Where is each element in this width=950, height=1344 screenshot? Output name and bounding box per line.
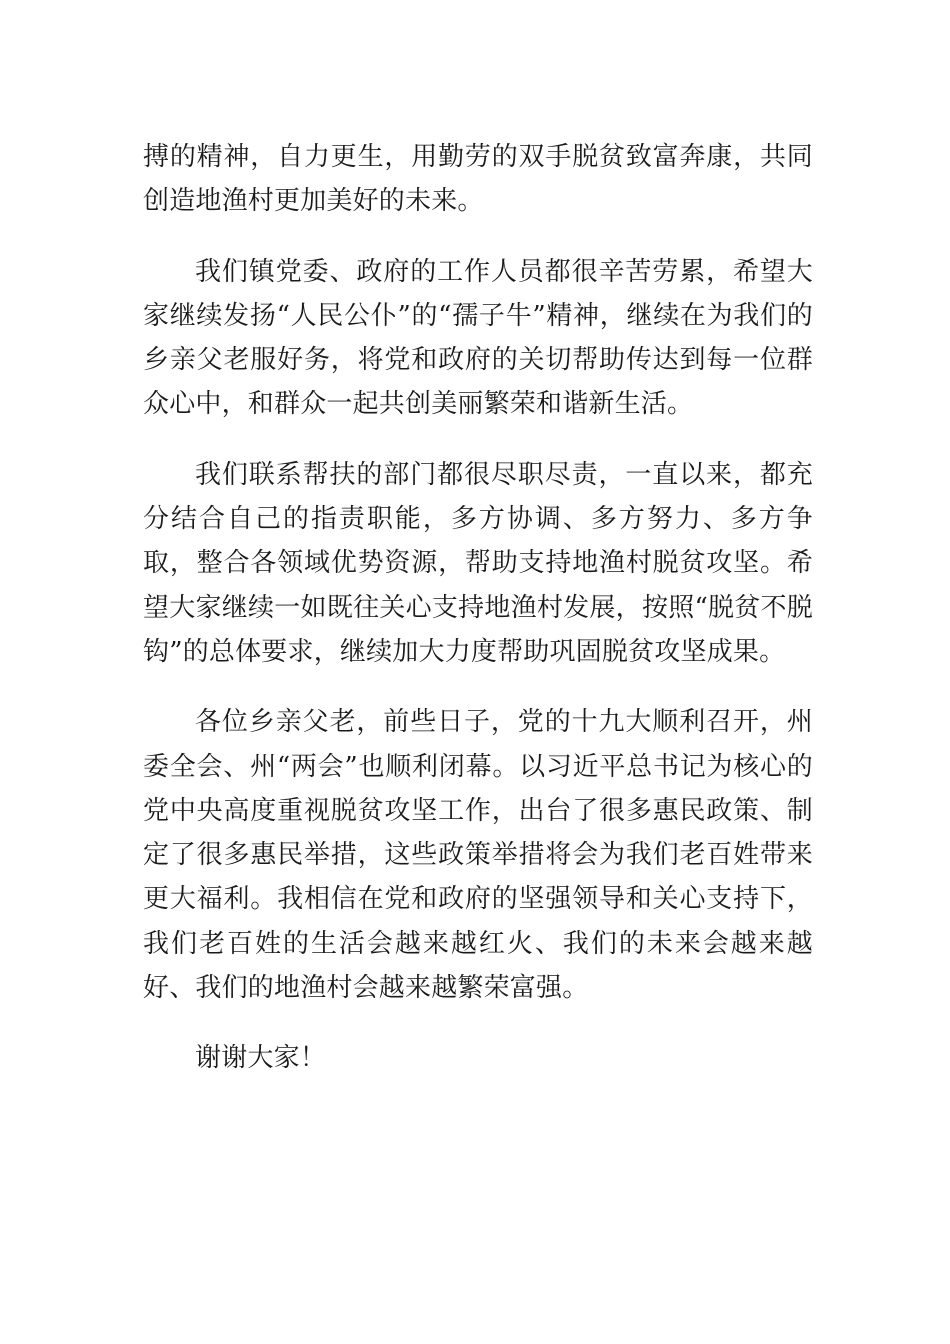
document-body	[143, 135, 813, 1081]
paragraph-staff-thanks: 我们镇党委、政府的工作人员都很辛苦劳累，希望大家继续发扬“人民公仆”的“孺子牛”精神，继续在为我们的乡亲父老服好务，将党和政府的关切帮助传达到每一位群众心中，和群众一起共创美丽繁荣和谐新生活。	[143, 256, 813, 420]
paragraph-closing: 谢谢大家！	[195, 1043, 327, 1074]
paragraph-departments-thanks: 我们联系帮扶的部门都很尽职尽责，一直以来，都充分结合自己的指责职能，多方协调、多方努力、多方争取，整合各领域优势资源，帮助支持地渔村脱贫攻坚。希望大家继续一如既往关心支持地渔村发展，按照“脱贫不脱钩”的总体要求，继续加大力度帮助巩固脱贫攻坚成果。	[143, 459, 813, 667]
paragraph-policy-outlook: 各位乡亲父老，前些日子，党的十九大顺利召开，州委全会、州“两会”也顺利闭幕。以习近平总书记为核心的党中央高度重视脱贫攻坚工作，出台了很多惠民政策、制定了很多惠民举措，这些政策举措将会为我们老百姓带来更大福利。我相信在党和政府的坚强领导和关心支持下，我们老百姓的生活会越来越红火、我们的未来会越来越好、我们的地渔村会越来越繁荣富强。	[143, 707, 813, 1004]
paragraph-continuation: 搏的精神，自力更生，用勤劳的双手脱贫致富奔康，共同创造地渔村更加美好的未来。	[143, 142, 813, 217]
